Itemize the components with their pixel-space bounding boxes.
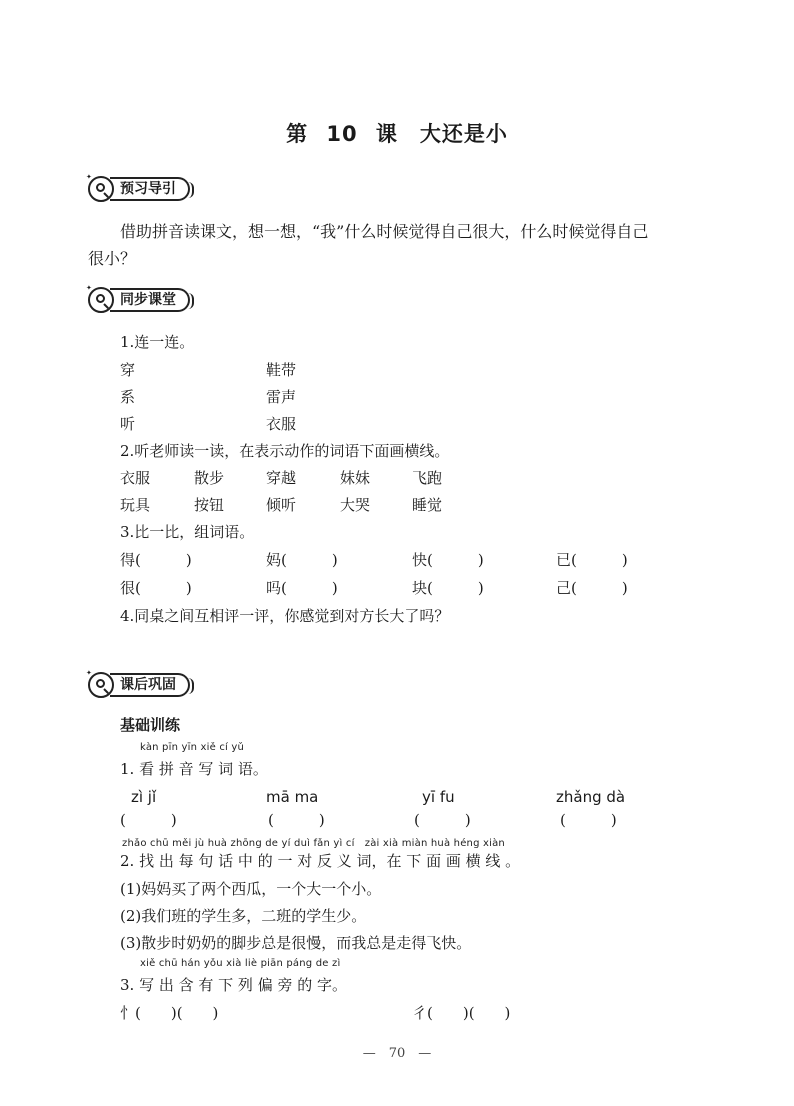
q2-heading: 2.听老师读一读，在表示动作的词语下面画横线。 bbox=[120, 442, 450, 460]
lesson-title: 第 10 课 大还是小 bbox=[286, 122, 508, 146]
b1-pinyin-word: yī fu bbox=[422, 788, 455, 806]
b3-heading: 3. 写 出 含 有 下 列 偏 旁 的 字。 bbox=[120, 976, 347, 994]
sparkle-icon: ✦ bbox=[86, 284, 92, 292]
q2-word: 妹妹 bbox=[340, 469, 371, 487]
q2-word: 倾听 bbox=[266, 496, 297, 514]
b1-pinyin-word: mā ma bbox=[266, 788, 319, 806]
b1-blank: ( ) bbox=[414, 811, 471, 829]
b1-blank: ( ) bbox=[120, 811, 177, 829]
b1-blank: ( ) bbox=[560, 811, 617, 829]
b3-pinyin: xiě chū hán yǒu xià liè piān páng de zì bbox=[140, 958, 341, 969]
b3-blank-radical: 忄( )( ) bbox=[120, 1004, 219, 1022]
preview-text-line1: 借助拼音读课文，想一想，“我”什么时候觉得自己很大，什么时候觉得自己 bbox=[120, 222, 649, 241]
q1-left-item: 系 bbox=[120, 388, 136, 406]
q2-word: 玩具 bbox=[120, 496, 151, 514]
q3-blank: 很( ) bbox=[120, 579, 192, 597]
q1-left-item: 穿 bbox=[120, 361, 136, 379]
q2-word: 衣服 bbox=[120, 469, 151, 487]
preview-text-line2: 很小？ bbox=[88, 249, 137, 268]
q1-right-item: 衣服 bbox=[266, 415, 297, 433]
q2-word: 飞跑 bbox=[412, 469, 443, 487]
q2-word: 睡觉 bbox=[412, 496, 443, 514]
b1-pinyin: kàn pīn yīn xiě cí yǔ bbox=[140, 742, 245, 753]
b1-blank: ( ) bbox=[268, 811, 325, 829]
b2-pinyin: zhǎo chū měi jù huà zhōng de yí duì fǎn yì cí zài xià miàn huà héng xiàn bbox=[122, 838, 505, 849]
section-label: 预习导引 bbox=[110, 177, 190, 201]
b1-pinyin-word: zhǎng dà bbox=[556, 788, 626, 806]
q1-heading: 1.连一连。 bbox=[120, 333, 195, 351]
sparkle-icon: ✦ bbox=[86, 173, 92, 181]
q2-word: 大哭 bbox=[340, 496, 371, 514]
page-number: — 70 — bbox=[362, 1046, 432, 1061]
b1-heading: 1. 看 拼 音 写 词 语。 bbox=[120, 760, 268, 778]
q3-blank: 已( ) bbox=[556, 551, 628, 569]
section-label: 课后巩固 bbox=[110, 673, 190, 697]
section-header-class bbox=[86, 284, 190, 313]
q3-blank: 吗( ) bbox=[266, 579, 338, 597]
q3-blank: 妈( ) bbox=[266, 551, 338, 569]
section-label: 同步课堂 bbox=[110, 288, 190, 312]
section-header-after-class bbox=[86, 669, 190, 698]
b2-sentence: (1)妈妈买了两个西瓜，一个大一个小。 bbox=[120, 880, 382, 898]
basic-training-label: 基础训练 bbox=[120, 716, 181, 734]
q1-left-item: 听 bbox=[120, 415, 136, 433]
b2-heading: 2. 找 出 每 句 话 中 的 一 对 反 义 词，在 下 面 画 横 线 。 bbox=[120, 852, 521, 870]
q4-heading: 4.同桌之间互相评一评，你感觉到对方长大了吗？ bbox=[120, 607, 450, 625]
b2-sentence: (2)我们班的学生多，二班的学生少。 bbox=[120, 907, 367, 925]
q2-word: 按钮 bbox=[194, 496, 225, 514]
section-header-preview bbox=[86, 173, 190, 202]
q3-blank: 快( ) bbox=[412, 551, 484, 569]
b2-sentence: (3)散步时奶奶的脚步总是很慢，而我总是走得飞快。 bbox=[120, 934, 472, 952]
b3-blank-radical: 彳( )( ) bbox=[412, 1004, 511, 1022]
q1-right-item: 鞋带 bbox=[266, 361, 297, 379]
q2-word: 穿越 bbox=[266, 469, 297, 487]
q3-blank: 得( ) bbox=[120, 551, 192, 569]
q3-blank: 块( ) bbox=[412, 579, 484, 597]
q3-heading: 3.比一比，组词语。 bbox=[120, 523, 255, 541]
q3-blank: 己( ) bbox=[556, 579, 628, 597]
b1-pinyin-word: zì jǐ bbox=[131, 788, 157, 806]
q2-word: 散步 bbox=[194, 469, 225, 487]
sparkle-icon: ✦ bbox=[86, 669, 92, 677]
q1-right-item: 雷声 bbox=[266, 388, 297, 406]
